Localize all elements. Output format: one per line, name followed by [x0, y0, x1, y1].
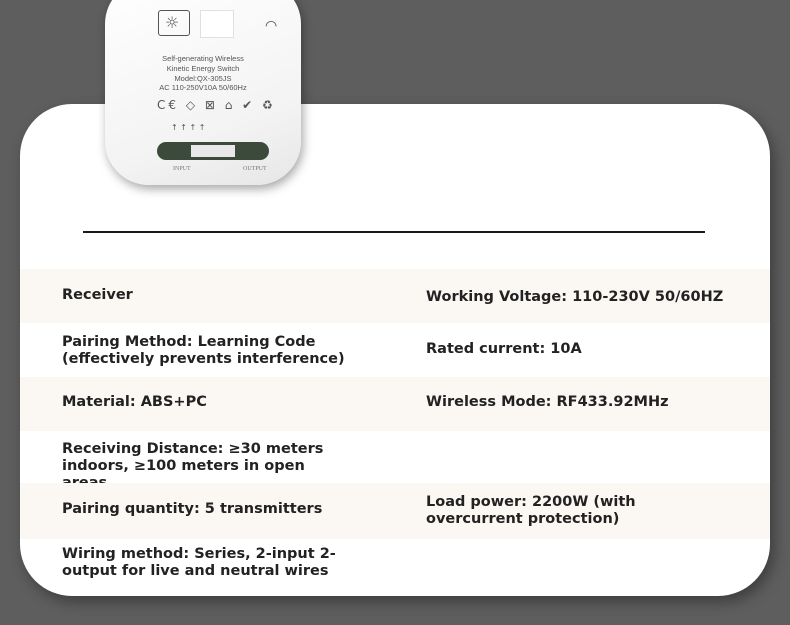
output-label: OUTPUT	[243, 166, 267, 172]
spec-wiring-method: Wiring method: Series, 2-input 2-output for live and neutral wires	[62, 546, 336, 579]
spec-rated-current: Rated current: 10A	[426, 341, 582, 357]
input-label: INPUT	[173, 166, 191, 172]
spec-pairing-quantity: Pairing quantity: 5 transmitters	[62, 501, 323, 517]
spec-receiving-distance: Receiving Distance: ≥30 meters indoors, ≥100 meters in open	[62, 441, 324, 474]
spec-row	[20, 431, 770, 483]
device-rating: AC 110-250V10A 50/60Hz	[159, 83, 247, 92]
spec-row	[20, 269, 770, 323]
device-model: Model:QX-305JS	[174, 74, 232, 83]
spec-working-voltage: Working Voltage: 110-230V 50/60HZ	[426, 289, 724, 305]
spec-load-power: Load power: 2200W (with overcurrent protection)	[426, 494, 636, 527]
receiver-device	[105, 0, 301, 185]
spec-row	[20, 323, 770, 377]
spec-row	[20, 539, 770, 591]
device-label-line1: Self-generating Wireless	[162, 54, 244, 63]
certification-icons: C€ ◇ ⊠ ⌂ ✔ ♻	[157, 98, 276, 112]
divider-line	[83, 231, 705, 233]
wifi-icon: ◠	[265, 18, 278, 34]
terminal-arrows: ↑ ↑ ↑ ↑	[171, 123, 206, 132]
indicator-window	[200, 10, 234, 38]
wiring-terminal	[157, 142, 269, 160]
spec-wireless-mode: Wireless Mode: RF433.92MHz	[426, 394, 669, 410]
spec-pairing-method: Pairing Method: Learning Code (effectively prevents interference)	[62, 334, 345, 367]
spec-receiver: Receiver	[62, 287, 133, 303]
spec-row	[20, 377, 770, 431]
spec-material: Material: ABS+PC	[62, 394, 207, 410]
sun-icon: ☼	[164, 13, 180, 32]
spec-row	[20, 483, 770, 539]
device-label-line2: Kinetic Energy Switch	[166, 64, 240, 73]
